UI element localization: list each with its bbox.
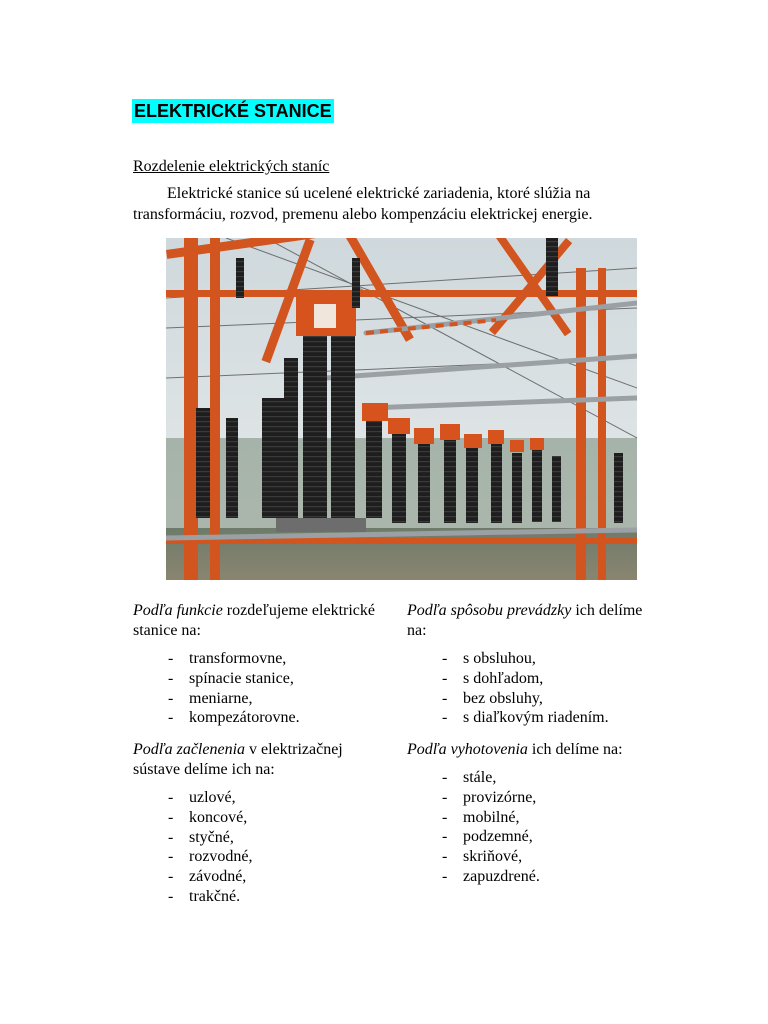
- section-heading: Podľa funkcie rozdeľujeme elektrické stanice na:: [133, 602, 375, 639]
- bullet-list: [133, 649, 395, 728]
- section-subtitle: Rozdelenie elektrických staníc: [133, 158, 330, 175]
- list-item: - bez obsluhy,: [442, 689, 647, 709]
- list-item: - podzemné,: [442, 827, 657, 847]
- bullet-list: [407, 768, 657, 887]
- list-item: - transformovne,: [168, 649, 395, 669]
- list-item: - s dohľadom,: [442, 669, 647, 689]
- list-item: - meniarne,: [168, 689, 395, 709]
- section-heading: Podľa vyhotovenia ich delíme na:: [407, 741, 623, 758]
- page-title: ELEKTRICKÉ STANICE: [134, 101, 332, 121]
- list-item: - kompezátorovne.: [168, 708, 395, 728]
- section-function: [133, 601, 395, 728]
- list-item: - spínacie stanice,: [168, 669, 395, 689]
- section-design: [407, 740, 657, 887]
- section-integration: [133, 740, 383, 907]
- section-heading: Podľa spôsobu prevádzky ich delíme na:: [407, 602, 643, 639]
- list-item: - zapuzdrené.: [442, 867, 657, 887]
- list-item: - s obsluhou,: [442, 649, 647, 669]
- list-item: - koncové,: [168, 808, 383, 828]
- bullet-list: [407, 649, 647, 728]
- section-heading: Podľa začlenenia v elektrizačnej sústave delíme ich na:: [133, 741, 343, 778]
- list-item: - uzlové,: [168, 788, 383, 808]
- substation-photo: [166, 238, 637, 580]
- list-item: - styčné,: [168, 828, 383, 848]
- list-item: - závodné,: [168, 867, 383, 887]
- list-item: - rozvodné,: [168, 847, 383, 867]
- list-item: - mobilné,: [442, 808, 657, 828]
- list-item: - trakčné.: [168, 887, 383, 907]
- list-item: - provizórne,: [442, 788, 657, 808]
- list-item: - s diaľkovým riadením.: [442, 708, 647, 728]
- bullet-list: [133, 788, 383, 907]
- intro-paragraph: Elektrické stanice sú ucelené elektrické zariadenia, ktoré slúžia na transformáciu, rozvod, premenu alebo kompenzáciu elektrickej energie.: [133, 185, 593, 223]
- list-item: - skriňové,: [442, 847, 657, 867]
- list-item: - stále,: [442, 768, 657, 788]
- section-operation: [407, 601, 647, 728]
